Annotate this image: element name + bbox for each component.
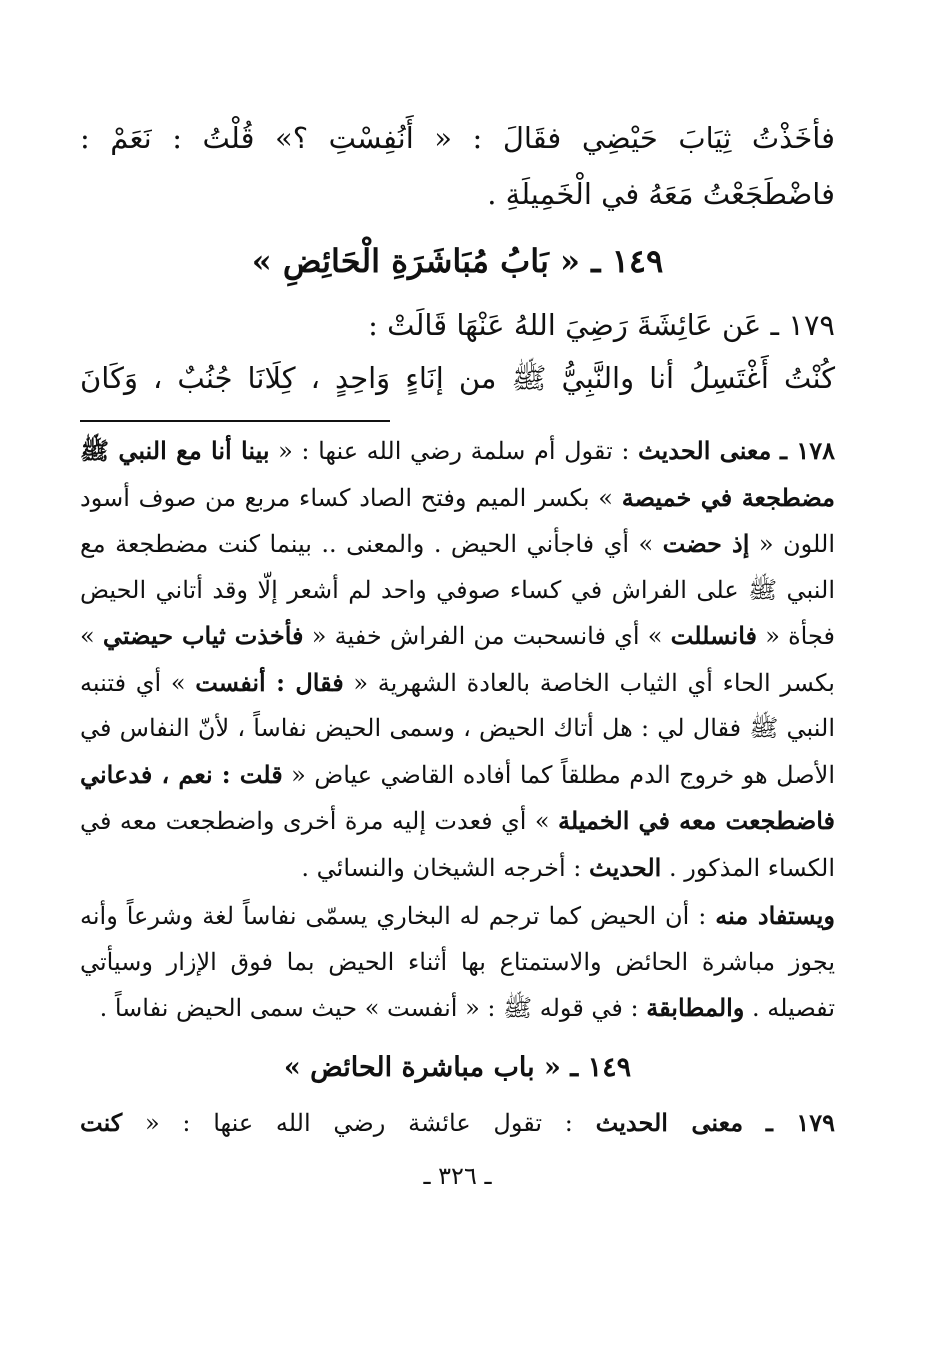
commentary-178-text-8: : أن الحيض كما ترجم له البخاري يسمّى نفاساً لغة وشرعاً وأنه يجوز مباشرة الحائض والاستمتاع بها أثناء الحيض بما فوق الإزار وسيأتي تفصيله . [80, 902, 835, 1022]
commentary-178-quote-5: فقال : أنفست [195, 667, 344, 697]
footnote-separator-wrap [80, 420, 835, 422]
commentary-178-quote-1: بينا أنا مع النبي ﷺ مضطجعة في خميصة [80, 436, 835, 512]
commentary-178-intro: : تقول أم سلمة رضي الله عنها : « [278, 437, 630, 465]
page-number: ـ ٣٢٦ ـ [423, 1162, 492, 1190]
commentary-178-label-correspondence: والمطابقة [646, 993, 745, 1022]
commentary-178-text-2: » أي فاجأني الحيض . والمعنى .. بينما كنت مضطجعة مع النبي ﷺ على الفراش في كساء صوفي واحد لم أشعر إلّا وقد أتاني الحيض فجأة « [80, 530, 835, 650]
book-page [80, 110, 835, 1196]
commentary-179 [80, 1100, 835, 1147]
commentary-179-number: ١٧٩ ـ [765, 1107, 835, 1137]
commentary-178-text-5: » أي فتنبه النبي ﷺ فقال لي : هل أتاك الحيض ، وسمى الحيض نفاساً ، لأنّ النفاس في الأصل هو خروج الدم مطلقاً كما أفاده القاضي عياض « [80, 668, 835, 789]
commentary-178-benefits [80, 893, 835, 1032]
commentary-179-label: معنى الحديث [595, 1107, 744, 1137]
commentary-179-quote-1: كنت [80, 1107, 123, 1137]
hadith-continuation: فأخَذْتُ ثِيَابَ حَيْضِي فقَالَ : « أَنُفِسْتِ ؟» قُلْتُ : نَعَمْ : فاضْطَجَعْتُ مَعَهُ في الْخَمِيلَةِ . [80, 121, 835, 211]
commentary-179-intro: : تقول عائشة رضي الله عنها : « [144, 1108, 573, 1137]
commentary-178-quote-6: قلت : نعم ، فدعاني فاضطجعت معه في الخميلة [80, 759, 835, 835]
footnote-separator [80, 420, 390, 422]
commentary-178-number: ١٧٨ ـ [779, 436, 836, 465]
commentary-178-text-4: » بكسر الحاء أي الثياب الخاصة بالعادة الشهرية « [80, 622, 835, 697]
commentary-178-label-hadith: الحديث [589, 852, 662, 882]
chapter-title: ١٤٩ ـ « بَابُ مُبَاشَرَةِ الْحَائِضِ » [251, 242, 664, 280]
commentary-178-quote-3: فانسللت [670, 621, 758, 650]
commentary-178-text-3: » أي فانسحبت من الفراش خفية « [311, 622, 663, 650]
hadith-179-text: كُنْتُ أَغْتَسِلُ أنا والنَّبِيُّ ﷺ من إنَاءٍ وَاحِدٍ ، كِلَانَا جُنُبٌ ، وَكَانَ [80, 361, 835, 395]
commentary-chapter-title: ١٤٩ ـ « باب مباشرة الحائض » [283, 1051, 632, 1083]
commentary-178-text-9: : في قوله ﷺ : « أنفست » حيث سمى الحيض نفاساً . [99, 994, 639, 1022]
commentary-178 [80, 428, 835, 891]
commentary-178-text-6: » أي فعدت إليه مرة أخرى واضطجعت معه في الكساء المذكور . [80, 807, 835, 882]
commentary-178-label-benefits: ويستفاد منه [715, 901, 835, 930]
commentary-178-quote-2: إذ حضت [662, 529, 750, 558]
commentary-178-quote-4: فأخذت ثياب حيضتي [102, 621, 304, 650]
commentary-178-text-1: » بكسر الميم وفتح الصاد كساء مربع من صوف أسود اللون « [80, 483, 835, 558]
commentary-178-label: معنى الحديث [638, 436, 772, 465]
commentary-178-text-7: : أخرجه الشيخان والنسائي . [301, 853, 582, 882]
hadith-179-heading: ١٧٩ ـ عَن عَائِشَةَ رَضِيَ اللهُ عَنْهَا قَالَتْ : [368, 308, 835, 342]
